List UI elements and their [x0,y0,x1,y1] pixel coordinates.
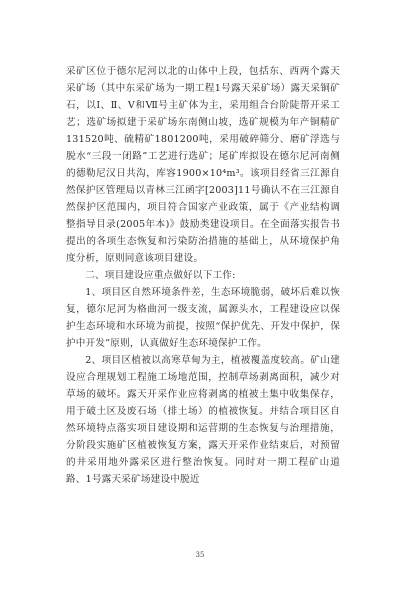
body-text [66,63,340,488]
paragraph-item-2-vegetation-restoration: 2、项目区植被以高寒草甸为主，植被覆盖度较高。矿山建设应合理规划工程施工场地范围，控制草场剥离面积，减少对草场的破坏。露天开采作业应将剥离的植被土集中收集保存，用于破土区及废石场（排土场）的植被恢复。并结合项目区自然环境特点落实项目建设期和运营期的生态恢复与治理措施，分阶段实施矿区植被恢复方案，露天开采作业结束后，对预留的井采用地外露采区进行整治恢复。同时对一期工程矿山道路、1号露天采矿场建设中脱近 [66,355,340,485]
page-number: 35 [195,551,205,559]
paragraph-item-1-ecological-protection: 1、项目区自然环境条件差，生态环境脆弱，破坏后难以恢复，德尔尼河为格曲河一级支流，属源头水，工程建设应以保护生态环境和水环境为前提，按照“保护优先、开发中保护，保护中开发”原则，认真做好生态环境保护工作。 [66,287,340,349]
section-heading-key-tasks: 二、项目建设应重点做好以下工作: [85,270,236,281]
paragraph-project-overview: 采矿区位于德尔尼河以北的山体中上段，包括东、西两个露天采矿场（其中东采矿场为一期工程1号露天采矿场）露天采铜矿石，以Ⅰ、Ⅱ、Ⅴ和Ⅶ号主矿体为主，采用组合台阶陡帮开采工艺；选矿场拟建于采矿场东南侧山坡，选矿规模为年产铜精矿131520吨、硫精矿1801200吨，采用破碎筛分、磨矿浮选与脱水“三段一闭路”工艺进行选矿；尾矿库拟设在德尔尼河南侧的德勒尼汉日共沟，库容1900×10⁴m³。该项目经省三江源自然保护区管理局以青林三江函字[2003]11号确认不在三江源自然保护区范围内，项目符合国家产业政策，属于《产业结构调整指导目录(2005年本)》鼓励类建设项目。在全面落实报告书提出的各项生态恢复和污染防治措施的基础上，从环境保护角度分析，原则同意该项目建设。 [66,66,340,264]
